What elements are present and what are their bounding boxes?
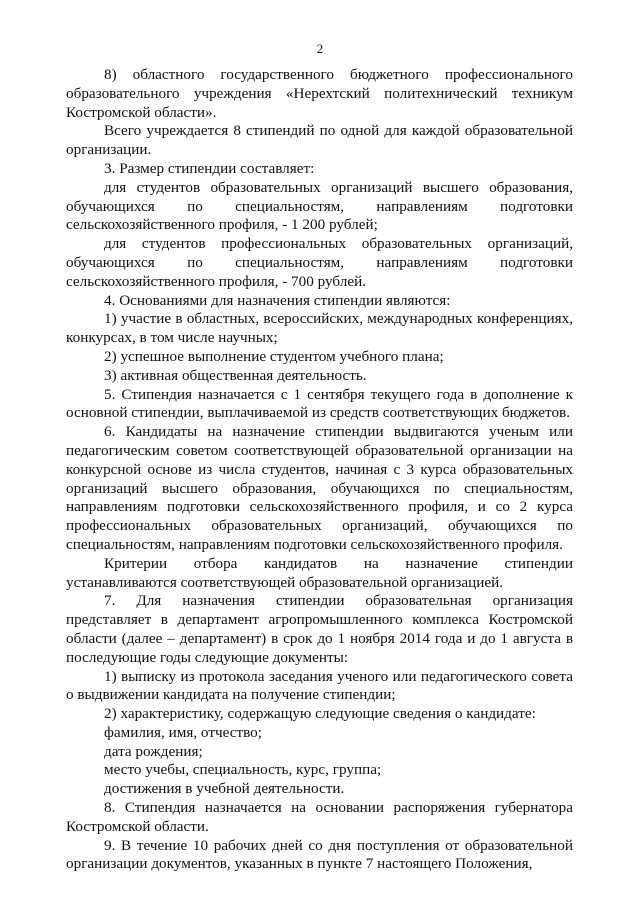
paragraph-total-scholarships: Всего учреждается 8 стипендий по одной для каждой образовательной организации. [66,122,573,159]
paragraph-section-6: 6. Кандидаты на назначение стипендии выдвигаются ученым или педагогическим советом соответствующей образовательной организации на конкурсной основе из числа студентов, начиная с 3 курса образовательных организаций высшего образования, обучающихся по специальностям, направлениям подготовки сельскохозяйственного профиля, и со 2 курса профессиональных образовательных организаций, обучающихся по специальностям, направлениям подготовки сельскохозяйственного профиля. [66,423,573,553]
paragraph-detail-achievements: достижения в учебной деятельности. [104,780,345,798]
page-number: 2 [316,41,324,56]
paragraph-document-1: 1) выписку из протокола заседания ученого или педагогического совета о выдвижении кандидата на получение стипендии; [66,667,573,704]
paragraph-detail-name: фамилия, имя, отчество; [104,723,262,741]
paragraph-selection-criteria: Критерии отбора кандидатов на назначение стипендии устанавливаются соответствующей образовательной организацией. [66,554,573,591]
paragraph-section-4-heading: 4. Основаниями для назначения стипендии являются: [104,291,451,309]
document-body [66,66,573,874]
paragraph-detail-study-place: место учебы, специальность, курс, группа; [104,761,382,779]
paragraph-higher-education-amount: для студентов образовательных организаций высшего образования, обучающихся по специальностям, направлениям подготовки сельскохозяйственного профиля, - 1 200 рублей; [66,178,573,234]
paragraph-section-9: 9. В течение 10 рабочих дней со дня поступления от образовательной организации документов, указанных в пункте 7 настоящего Положения, [66,836,573,873]
paragraph-section-7: 7. Для назначения стипендии образовательная организация представляет в департамент агропромышленного комплекса Костромской области (далее – департамент) в срок до 1 ноября 2014 года и до 1 августа в последующие годы следующие документы: [66,592,573,666]
paragraph-section-5: 5. Стипендия назначается с 1 сентября текущего года в дополнение к основной стипендии, выплачиваемой из средств соответствующих бюджетов. [66,385,573,422]
paragraph-basis-3: 3) активная общественная деятельность. [104,366,367,384]
paragraph-basis-2: 2) успешное выполнение студентом учебного плана; [104,347,444,365]
paragraph-item-8: 8) областного государственного бюджетного профессионального образовательного учреждения «Нерехтский политехнический техникум Костромской области». [66,66,573,121]
paragraph-document-2: 2) характеристику, содержащую следующие сведения о кандидате: [104,705,536,723]
paragraph-detail-birthdate: дата рождения; [104,742,203,760]
paragraph-section-3-heading: 3. Размер стипендии составляет: [104,159,315,177]
paragraph-basis-1: 1) участие в областных, всероссийских, международных конференциях, конкурсах, в том числе научных; [66,310,573,347]
paragraph-section-8: 8. Стипендия назначается на основании распоряжения губернатора Костромской области. [66,799,573,835]
paragraph-professional-education-amount: для студентов профессиональных образовательных организаций, обучающихся по специальностям, направлениям подготовки сельскохозяйственного профиля, - 700 рублей. [66,235,573,290]
